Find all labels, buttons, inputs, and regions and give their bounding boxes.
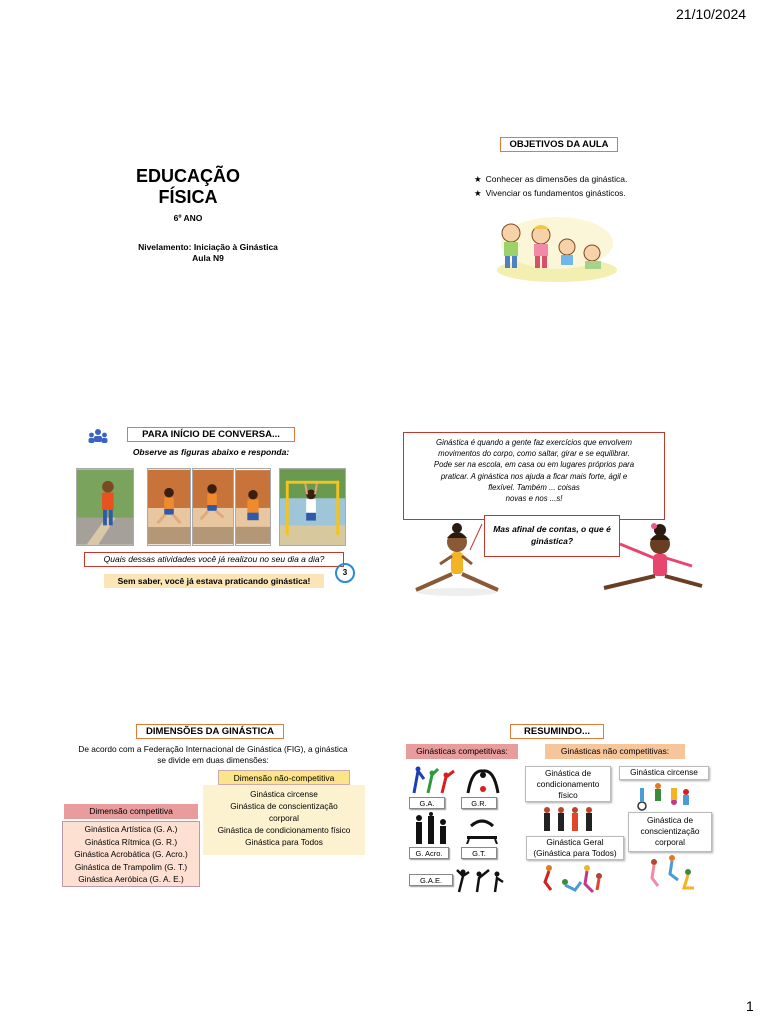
card-circus: Ginástica circense <box>619 766 709 780</box>
non-competitive-list <box>203 785 365 855</box>
definition-line: novas e nos ...s! <box>505 494 563 504</box>
dimensions-intro: De acordo com a Federação Internacional de Ginástica (FIG), a ginástica se divide em duas dimensões: <box>78 744 348 765</box>
definition-line: Ginástica é quando a gente faz exercícios que envolvem <box>436 438 632 447</box>
list-item: Ginástica Rítmica (G. R.) <box>84 836 178 847</box>
photo-balancing-curb <box>76 468 134 546</box>
definition-line: movimentos do corpo, como saltar, girar e se equilibrar. <box>438 449 630 459</box>
photo-jumping-2 <box>192 468 234 546</box>
tag-gr: G.R. <box>461 797 497 809</box>
page-number: 1 <box>746 998 754 1014</box>
objective-text: Conhecer as dimensões da ginástica. <box>485 174 628 184</box>
rhythmic-gymnastics-figure <box>464 765 502 795</box>
photo-jumping-1 <box>147 468 191 546</box>
list-item: Ginástica Acrobática (G. Acro.) <box>74 849 188 860</box>
step-number-badge: 3 <box>335 563 355 583</box>
children-illustration <box>495 215 619 283</box>
gymnast-illustration-left <box>412 520 502 600</box>
list-item: corporal <box>269 813 299 823</box>
photo-squatting <box>235 468 271 546</box>
list-item: Ginástica Artística (G. A.) <box>84 824 178 834</box>
aerobic-gymnastics-figures <box>455 862 505 894</box>
artistic-gymnastics-figures <box>410 765 456 795</box>
list-item: Ginástica Aeróbica (G. A. E.) <box>78 874 184 885</box>
circus-figures <box>634 782 692 812</box>
non-competitive-label: Ginásticas não competitivas: <box>545 744 685 759</box>
tag-ga: G.A. <box>409 797 445 809</box>
print-date: 21/10/2024 <box>676 6 747 22</box>
tag-gt: G.T. <box>461 847 497 859</box>
card-general: Ginástica Geral (Ginástica para Todos) <box>526 836 624 860</box>
list-item: Ginástica circense <box>250 789 318 799</box>
group-people-icon <box>88 428 108 446</box>
lesson-text: Aula N9 <box>192 253 224 263</box>
general-gymnastics-figures <box>541 862 605 894</box>
list-item: Ginástica de Trampolim (G. T.) <box>74 861 188 872</box>
acrobatic-gymnastics-figures <box>410 812 450 846</box>
definition-line: flexível. Também ... coisas <box>488 482 580 492</box>
card-awareness: Ginástica de conscientização corporal <box>628 812 712 852</box>
competitive-label: Ginásticas competitivas: <box>406 744 518 759</box>
question-bubble: Mas afinal de contas, o que é ginástica? <box>484 515 620 557</box>
conversation-heading: PARA INÍCIO DE CONVERSA... <box>127 427 295 442</box>
answer-banner: Sem saber, você já estava praticando ginástica! <box>104 574 324 588</box>
list-item: Ginástica para Todos <box>245 837 323 847</box>
trampoline-figure <box>463 816 501 844</box>
objective-item <box>474 172 627 186</box>
objective-item <box>474 186 627 200</box>
definition-box <box>403 432 665 520</box>
competitive-label: Dimensão competitiva <box>64 804 198 819</box>
instruction-text: Observe as figuras abaixo e responda: <box>132 447 290 457</box>
body-awareness-figures <box>646 854 698 892</box>
summary-heading: RESUMINDO... <box>510 724 604 739</box>
definition-line: praticar. A ginástica nos ajuda a ficar mais forte, ágil e <box>440 471 628 481</box>
tag-gacro: G. Acro. <box>409 847 449 859</box>
tag-gae: G.A.E. <box>409 874 453 886</box>
objectives-heading: OBJETIVOS DA AULA <box>500 137 618 152</box>
grade-label: 6º ANO <box>173 213 203 223</box>
conditioning-figures <box>539 804 599 834</box>
competitive-list <box>62 821 200 887</box>
level-text: Nivelamento: Iniciação à Ginástica <box>138 242 278 252</box>
gymnast-illustration-right <box>600 520 706 596</box>
list-item: Ginástica de condicionamento físico <box>217 825 351 835</box>
definition-line: Pode ser na escola, em casa ou em lugares próprios para <box>433 460 635 470</box>
objective-text: Vivenciar os fundamentos ginásticos. <box>485 188 626 198</box>
card-conditioning: Ginástica de condicionamento físico <box>525 766 611 802</box>
objectives-list <box>474 172 627 200</box>
non-competitive-label: Dimensão não-competitiva <box>218 770 350 785</box>
photo-monkey-bars <box>279 468 346 546</box>
dimensions-heading: DIMENSÕES DA GINÁSTICA <box>136 724 284 739</box>
slide-title: EDUCAÇÃO FÍSICA <box>135 166 240 207</box>
level-label <box>118 242 298 264</box>
list-item: Ginástica de conscientização <box>230 801 338 811</box>
question-box: Quais dessas atividades você já realizou no seu dia a dia? <box>84 552 344 567</box>
star-icon: ★ <box>474 174 482 184</box>
star-icon: ★ <box>474 188 482 198</box>
